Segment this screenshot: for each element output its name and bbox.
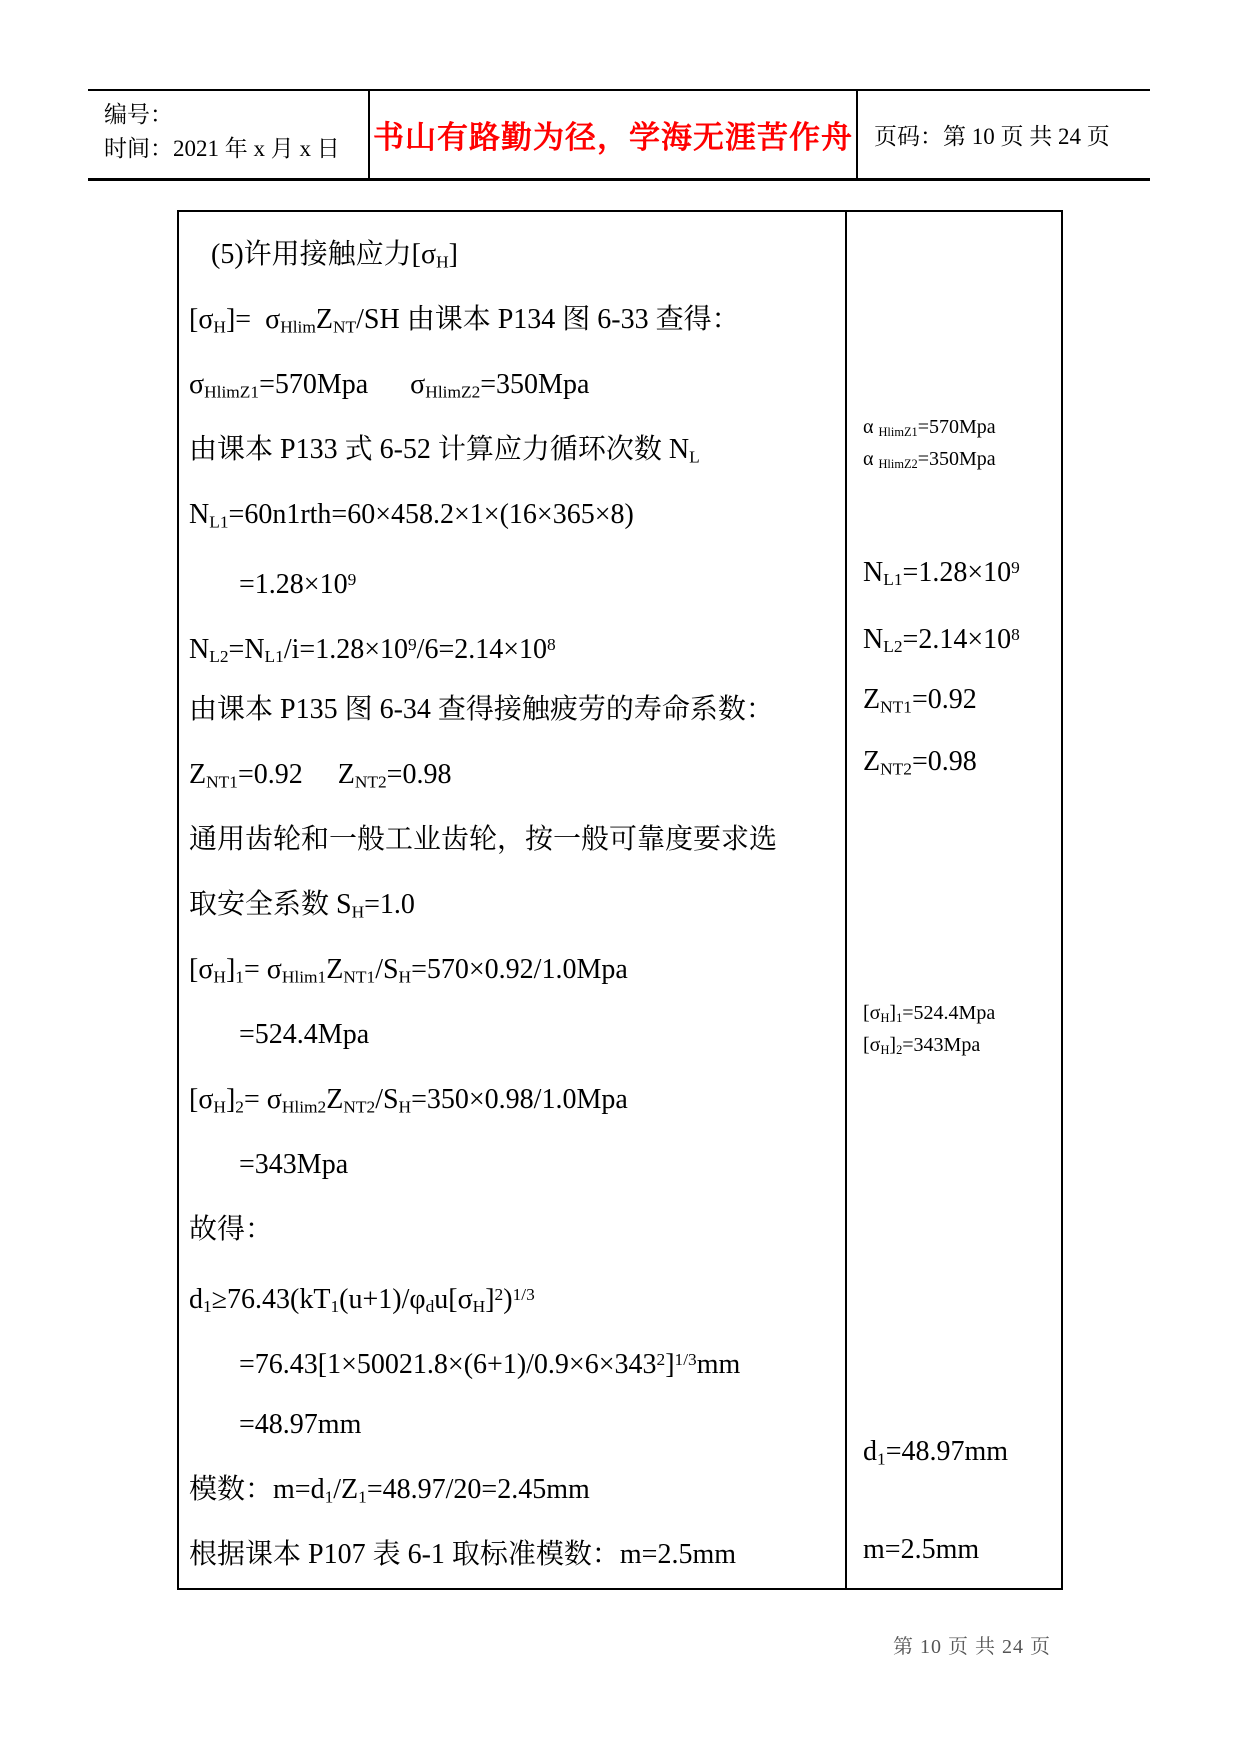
result-line: $N_{L1}=1.28\times 10^9$	[863, 556, 1020, 590]
calculation-table	[177, 210, 1063, 1590]
result-line: $Z_{NT2}=0.98$	[863, 746, 977, 779]
result-line: $d_1=48.97mm$	[863, 1436, 1009, 1469]
header-table	[88, 89, 1150, 181]
result-line: $[\sigma_H]_2=343Mpa$	[863, 1034, 981, 1058]
formula-line: $=76.43[1\times 50021.8\times(6+1)/0.9\times 6\times 343^2]^{1/3}mm$	[239, 1348, 741, 1380]
formula-line: 由课本 P135 图 6-34 查得接触疲劳的寿命系数：	[189, 694, 774, 725]
formula-line: 根据课本 P107 表 6-1 取标准模数：m=2.5mm	[189, 1539, 737, 1570]
header-cell-page	[858, 91, 1150, 178]
header-cell-slogan	[368, 91, 858, 178]
result-line: m=2.5mm	[863, 1534, 980, 1565]
result-line: α $_{HlimZ2}$=350Mpa	[863, 448, 996, 472]
formula-line: $[\sigma_H]= \sigma_{Hlim}Z_{NT}/SH$ 由课本 P134 图 6-33 查得：	[189, 304, 740, 337]
formula-line: $d_1\ge 76.43(kT_1(u+1)/\varphi_du[\sigma_H]^2)^{1/3}$	[189, 1283, 535, 1317]
formula-line: 由课本 P133 式 6-52 计算应力循环次数 $N_L$	[189, 434, 700, 467]
formula-line: =48.97mm	[239, 1409, 362, 1440]
formula-line: $\sigma_{HlimZ1}=570Mpa$ $\sigma_{HlimZ2}=350Mpa$	[189, 369, 590, 402]
result-line: $[\sigma_H]_1=524.4Mpa$	[863, 1002, 996, 1026]
results-column	[845, 212, 1061, 1588]
formula-line: $N_{L2}=N_{L1}/i=1.28\times 10^9/6=2.14\times 10^8$	[189, 633, 556, 667]
formula-line: $Z_{NT1}=0.92$ $Z_{NT2}=0.98$	[189, 759, 452, 792]
result-line: α $_{HlimZ1}$=570Mpa	[863, 416, 996, 440]
formula-line: (5)许用接触应力$[\sigma_H]$	[211, 239, 458, 272]
result-line: $N_{L2}=2.14\times 10^8$	[863, 623, 1020, 657]
header-slogan: 书山有路勤为径，学海无涯苦作舟	[373, 120, 853, 155]
formula-line: $=1.28\times 10^9$	[239, 568, 357, 600]
header-cell-meta	[88, 91, 368, 178]
formula-line: 取安全系数 $S_H=1.0$	[189, 889, 415, 922]
result-line: $Z_{NT1}=0.92$	[863, 684, 977, 717]
calculation-column	[179, 212, 845, 1588]
doc-time-label: 时间：2021 年 x 月 x 日	[104, 136, 340, 161]
page-footer: 第 10 页 共 24 页	[893, 1636, 1051, 1658]
formula-line: $N_{L1}=60n1rth=60\times 458.2\times 1\times(16\times 365\times 8)$	[189, 499, 634, 532]
formula-line: 通用齿轮和一般工业齿轮，按一般可靠度要求选	[189, 824, 778, 855]
page-number-label: 页码：第 10 页 共 24 页	[874, 124, 1110, 149]
formula-line: =524.4Mpa	[239, 1019, 370, 1050]
formula-line: 模数：$m=d_1/Z_1=48.97/20=2.45mm$	[189, 1474, 590, 1507]
formula-line: 故得：	[189, 1214, 274, 1245]
doc-number-label: 编号：	[104, 102, 173, 127]
formula-line: $[\sigma_H]_2= \sigma_{Hlim2}Z_{NT2}/S_H=350\times 0.98/1.0Mpa$	[189, 1084, 628, 1117]
formula-line: $[\sigma_H]_1= \sigma_{Hlim1}Z_{NT1}/S_H=570\times 0.92/1.0Mpa$	[189, 954, 628, 987]
formula-line: =343Mpa	[239, 1149, 349, 1180]
